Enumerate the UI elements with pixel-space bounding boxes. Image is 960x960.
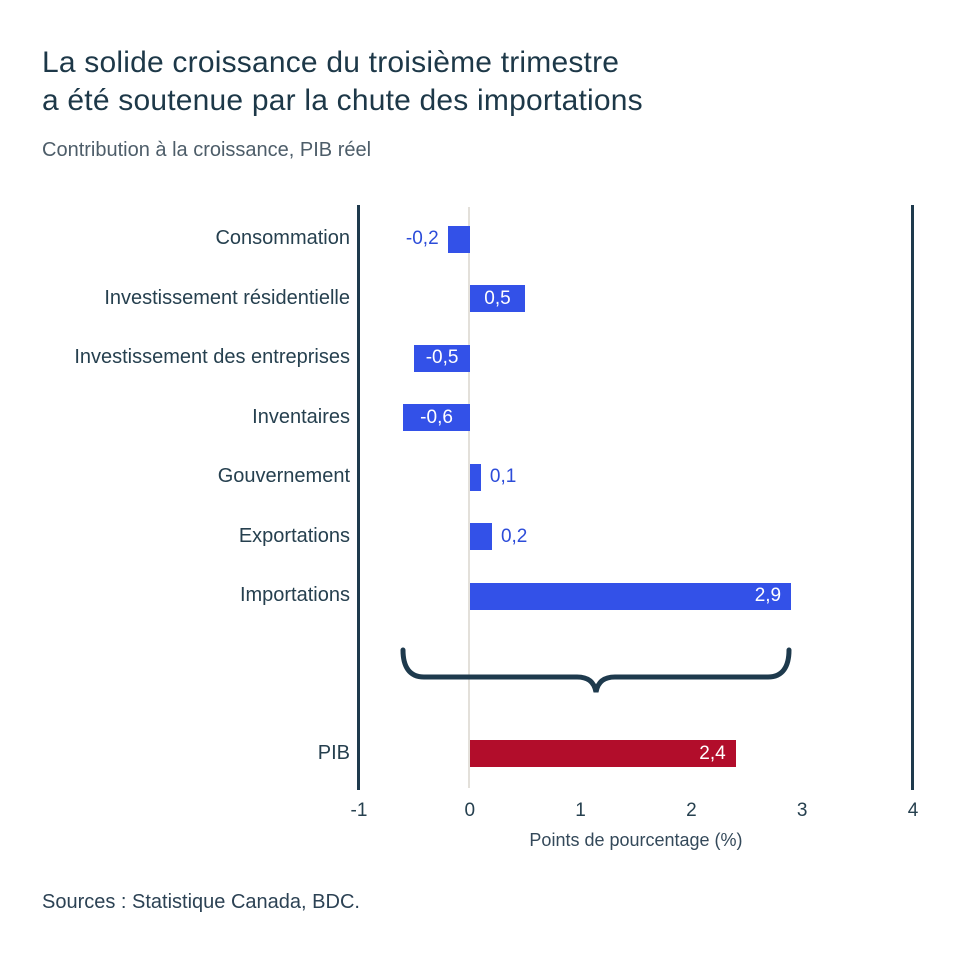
right-axis-line — [911, 205, 914, 790]
value-label: 2,9 — [754, 585, 782, 606]
tick-label: 4 — [907, 800, 919, 821]
value-label: -0,5 — [425, 347, 459, 368]
category-label: Consommation — [215, 227, 350, 249]
category-label: Inventaires — [252, 405, 350, 428]
tick-label: 3 — [796, 800, 808, 821]
bar — [403, 404, 469, 431]
total-bar — [470, 740, 736, 767]
tick-label: 0 — [464, 800, 476, 821]
x-axis-label: Points de pourcentage (%) — [529, 830, 743, 850]
sum-brace — [396, 642, 796, 702]
value-label: 0,5 — [484, 287, 511, 309]
category-label: Importations — [239, 584, 350, 606]
sources-note: Sources : Statistique Canada, BDC. — [42, 891, 360, 913]
chart-subtitle: Contribution à la croissance, PIB réel — [42, 139, 372, 161]
total-category-label: PIB — [317, 741, 350, 764]
tick-label: 2 — [686, 800, 697, 821]
value-label: 0,1 — [489, 466, 517, 487]
bar — [470, 464, 481, 491]
chart-title — [42, 44, 643, 120]
chart-title-line1: La solide croissance du troisième trimestre — [42, 46, 620, 79]
value-label: -0,6 — [420, 406, 453, 428]
category-label: Investissement résidentielle — [104, 286, 350, 309]
category-label: Exportations — [238, 524, 350, 547]
left-axis-line — [357, 205, 360, 790]
tick-label: -1 — [350, 800, 368, 821]
bar — [414, 345, 469, 372]
tick-label: 1 — [575, 800, 586, 821]
value-label: -0,2 — [405, 228, 439, 249]
value-label: 0,2 — [500, 525, 528, 547]
bar — [470, 583, 791, 610]
chart-title-line2: a été soutenue par la chute des importations — [42, 84, 643, 117]
bar — [470, 285, 525, 312]
category-label: Gouvernement — [217, 465, 350, 487]
category-label: Investissement des entreprises — [74, 346, 350, 368]
value-label: 2,4 — [699, 742, 726, 764]
bar — [448, 226, 470, 253]
bar — [470, 523, 492, 550]
